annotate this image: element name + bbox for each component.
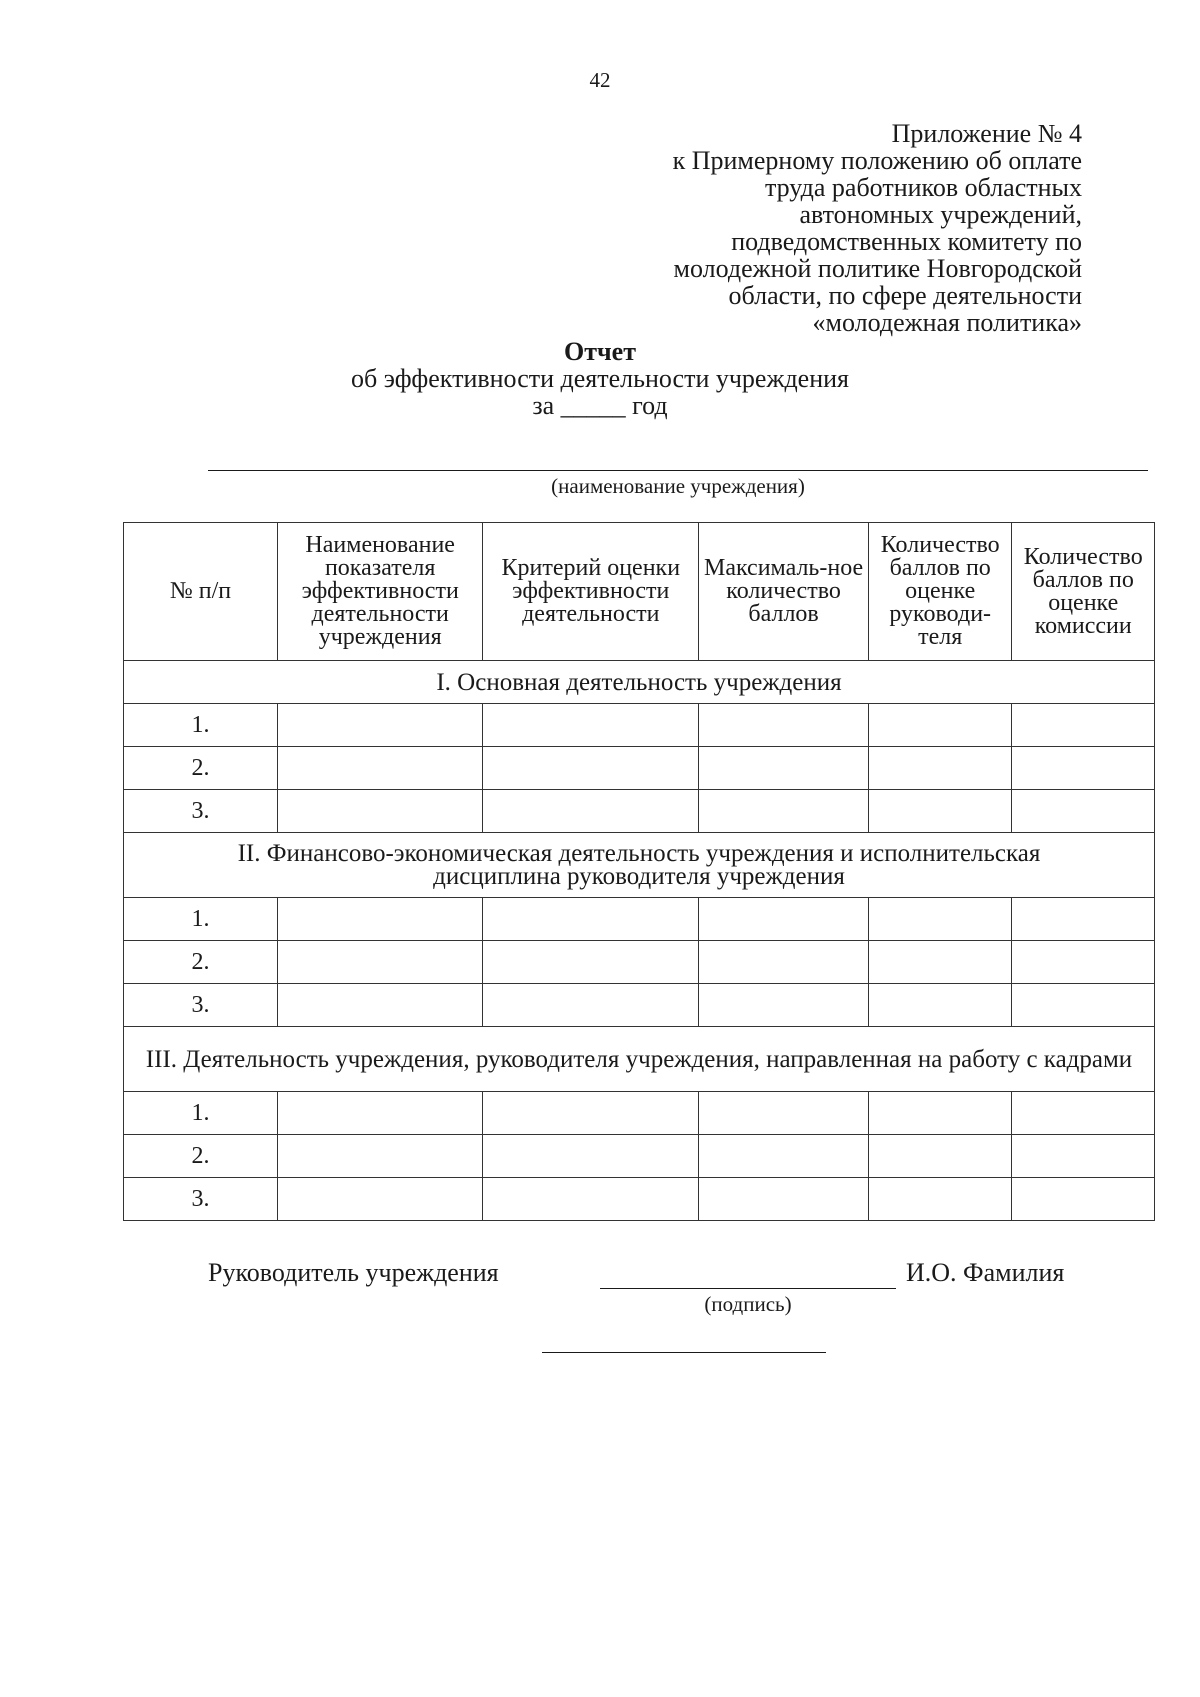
header-indicator-name: Наименование показателя эффективности деятельности учреждения: [278, 523, 483, 661]
empty-cell: [278, 1178, 483, 1221]
empty-cell: [868, 790, 1012, 833]
empty-cell: [868, 704, 1012, 747]
empty-cell: [1012, 1092, 1155, 1135]
table-row: [124, 984, 1155, 1027]
table-header-row: [124, 523, 1155, 661]
table-row: [124, 898, 1155, 941]
empty-cell: [483, 898, 699, 941]
report-table: [123, 522, 1155, 1221]
empty-cell: [278, 898, 483, 941]
signature-name: И.О. Фамилия: [906, 1258, 1065, 1287]
header-number: № п/п: [124, 523, 278, 661]
empty-cell: [278, 704, 483, 747]
empty-cell: [483, 1092, 699, 1135]
page-number: 42: [589, 68, 611, 92]
empty-cell: [1012, 898, 1155, 941]
empty-cell: [699, 790, 869, 833]
header-commission-points: Количество баллов по оценке комиссии: [1012, 523, 1155, 661]
table-row: [124, 790, 1155, 833]
table-row: [124, 704, 1155, 747]
header-head-points: Количество баллов по оценке руководи-теля: [868, 523, 1012, 661]
appendix-line: труда работников областных: [764, 173, 1082, 202]
empty-cell: [868, 747, 1012, 790]
empty-cell: [699, 898, 869, 941]
empty-cell: [483, 704, 699, 747]
empty-cell: [868, 984, 1012, 1027]
institution-name-line: [208, 470, 1148, 471]
appendix-line: молодежной политике Новгородской: [673, 254, 1082, 283]
empty-cell: [1012, 941, 1155, 984]
empty-cell: [278, 747, 483, 790]
appendix-line: «молодежная политика»: [812, 308, 1082, 337]
empty-cell: [483, 1178, 699, 1221]
empty-cell: [483, 941, 699, 984]
row-number: 1.: [124, 704, 278, 747]
signature-caption: (подпись): [704, 1292, 792, 1316]
section-row: [124, 1027, 1155, 1092]
report-title: Отчет: [564, 337, 636, 366]
empty-cell: [278, 790, 483, 833]
row-number: 2.: [124, 747, 278, 790]
section-title: I. Основная деятельность учреждения: [124, 661, 1155, 704]
section-title: III. Деятельность учреждения, руководителя учреждения, направленная на работу с кадрами: [124, 1027, 1155, 1092]
empty-cell: [1012, 984, 1155, 1027]
row-number: 3.: [124, 1178, 278, 1221]
appendix-line: Приложение № 4: [891, 119, 1082, 148]
empty-cell: [699, 1135, 869, 1178]
empty-cell: [278, 1135, 483, 1178]
empty-cell: [699, 1092, 869, 1135]
empty-cell: [868, 941, 1012, 984]
table-row: [124, 747, 1155, 790]
appendix-line: подведомственных комитету по: [731, 227, 1082, 256]
report-year-line: за _____ год: [532, 391, 668, 420]
empty-cell: [699, 704, 869, 747]
appendix-line: области, по сфере деятельности: [728, 281, 1082, 310]
row-number: 1.: [124, 1092, 278, 1135]
section-title: II. Финансово-экономическая деятельность учреждения и исполнительская дисциплина руководителя учреждения: [124, 833, 1155, 898]
report-subtitle: об эффективности деятельности учреждения: [350, 364, 849, 393]
empty-cell: [699, 984, 869, 1027]
section-row: [124, 661, 1155, 704]
section-row: [124, 833, 1155, 898]
signature-label: Руководитель учреждения: [208, 1258, 499, 1287]
empty-cell: [278, 1092, 483, 1135]
row-number: 2.: [124, 1135, 278, 1178]
empty-cell: [868, 1135, 1012, 1178]
empty-cell: [483, 790, 699, 833]
table-row: [124, 941, 1155, 984]
empty-cell: [483, 1135, 699, 1178]
row-number: 1.: [124, 898, 278, 941]
table-row: [124, 1092, 1155, 1135]
empty-cell: [278, 941, 483, 984]
appendix-block: [522, 120, 1082, 336]
appendix-line: к Примерному положению об оплате: [672, 146, 1082, 175]
empty-cell: [483, 984, 699, 1027]
table-row: [124, 1135, 1155, 1178]
bottom-line: [542, 1352, 826, 1353]
table-row: [124, 1178, 1155, 1221]
institution-caption: (наименование учреждения): [551, 474, 805, 498]
empty-cell: [483, 747, 699, 790]
empty-cell: [1012, 790, 1155, 833]
empty-cell: [1012, 747, 1155, 790]
header-criterion: Критерий оценки эффективности деятельности: [483, 523, 699, 661]
report-heading: [0, 338, 1200, 419]
empty-cell: [868, 1092, 1012, 1135]
empty-cell: [278, 984, 483, 1027]
empty-cell: [1012, 1178, 1155, 1221]
empty-cell: [868, 1178, 1012, 1221]
header-max-points: Максималь-ное количество баллов: [699, 523, 869, 661]
row-number: 2.: [124, 941, 278, 984]
row-number: 3.: [124, 790, 278, 833]
appendix-line: автономных учреждений,: [799, 200, 1082, 229]
empty-cell: [699, 1178, 869, 1221]
signature-line: [600, 1288, 896, 1289]
row-number: 3.: [124, 984, 278, 1027]
empty-cell: [868, 898, 1012, 941]
empty-cell: [1012, 704, 1155, 747]
empty-cell: [1012, 1135, 1155, 1178]
empty-cell: [699, 941, 869, 984]
empty-cell: [699, 747, 869, 790]
